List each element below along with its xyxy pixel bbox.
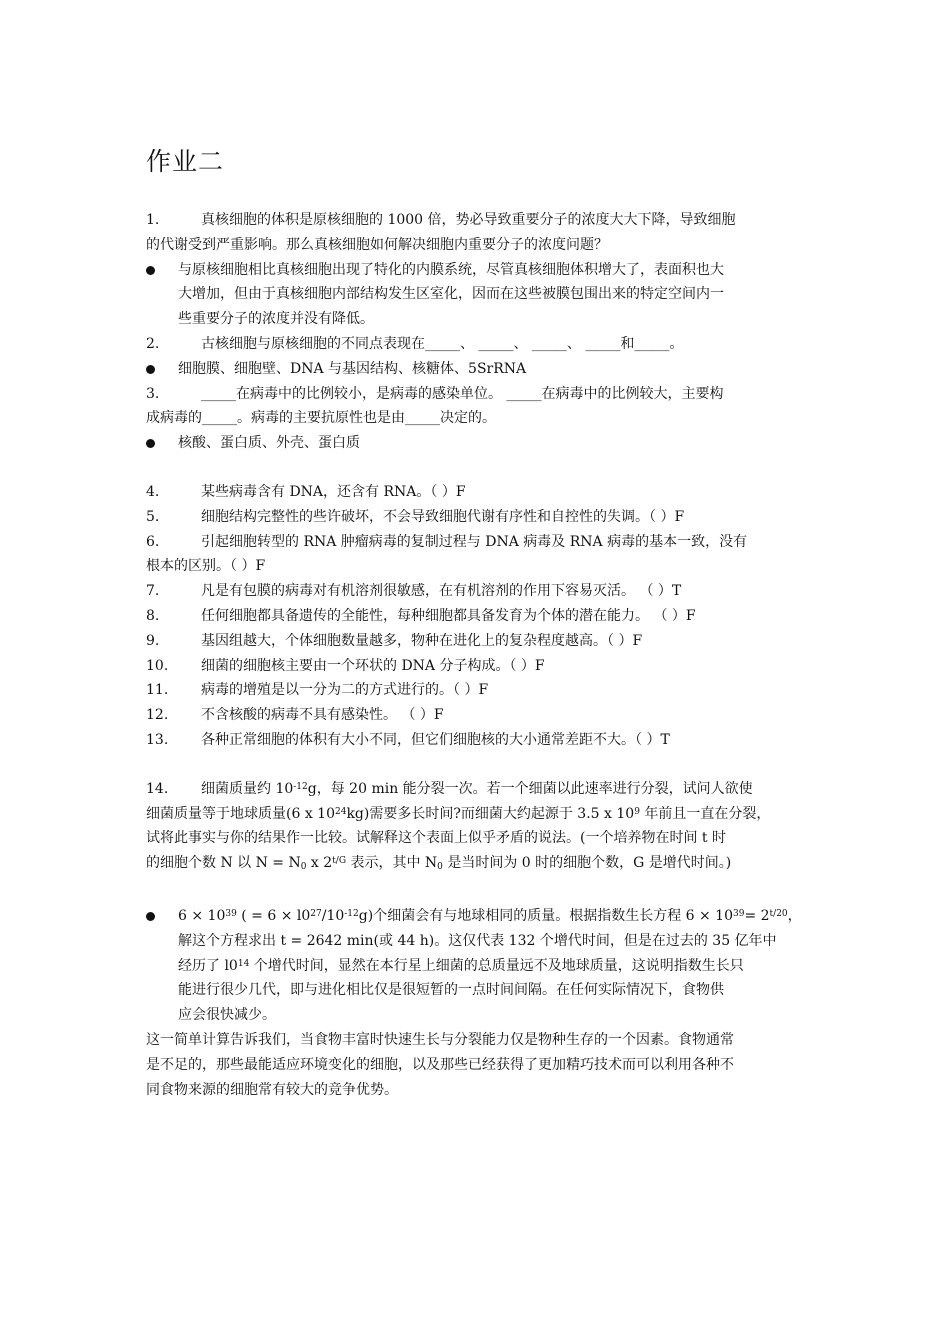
- subscript: 0: [300, 862, 307, 873]
- question-text: 某些病毒含有 DNA，还含有 RNA。（ ）F: [201, 483, 466, 500]
- text-run: g)个细菌会有与地球相同的质量。根据指数生长方程 6 × 10: [358, 907, 733, 924]
- answer-line: [178, 954, 810, 979]
- bullet-icon: [146, 439, 155, 448]
- answer-line: 些重要分子的浓度并没有降低。: [178, 311, 374, 328]
- superscript: t/G: [332, 856, 347, 867]
- superscript: -12: [293, 781, 308, 792]
- question-2: [146, 332, 810, 357]
- tf-item-8: [146, 604, 810, 629]
- bullet-icon: [146, 365, 155, 374]
- question-14: [146, 777, 810, 802]
- answer-line: 解这个方程求出 t = 2642 min(或 44 h)。这仅代表 132 个增代时间，但是在过去的 35 亿年中: [178, 932, 777, 949]
- question-1: [146, 208, 810, 233]
- question-text: 引起细胞转型的 RNA 肿瘤病毒的复制过程与 DNA 病毒及 RNA 病毒的基本一致，没有: [201, 533, 748, 550]
- answer-line: 核酸、蛋白质、外壳、蛋白质: [178, 435, 360, 452]
- question-text: 凡是有包膜的病毒对有机溶剂很敏感，在有机溶剂的作用下容易灭活。 （ ）T: [201, 583, 682, 600]
- tf-item-4: [146, 480, 810, 505]
- question-number: 11.: [146, 682, 169, 699]
- question-text: 不含核酸的病毒不具有感染性。 （ ）F: [201, 707, 444, 724]
- question-text: 古核细胞与原核细胞的不同点表现在_____、 _____、 _____、 _____和_____。: [201, 335, 684, 352]
- tf-item-5: [146, 505, 810, 530]
- text-run: 的细胞个数 N 以 N = N: [146, 855, 301, 872]
- question-number: 9.: [146, 632, 160, 649]
- document-body: [146, 208, 810, 1102]
- question-text: 基因组越大，个体细胞数量越多，物种在进化上的复杂程度越高。（ ）F: [201, 632, 643, 649]
- text-run: 表示，其中 N: [346, 855, 438, 872]
- question-text: 细胞结构完整性的些许破坏，不会导致细胞代谢有序性和自控性的失调。（ ）F: [201, 508, 685, 525]
- question-14-line-3: 试将此事实与你的结果作一比较。试解释这个表面上似乎矛盾的说法。(一个培养物在时间 t 时: [146, 830, 726, 847]
- answer-line: 与原核细胞相比真核细胞出现了特化的内膜系统，尽管真核细胞体积增大了，表面积也大: [178, 261, 724, 278]
- question-number: 7.: [146, 583, 160, 600]
- text-run: ( = 6 × l0: [236, 907, 311, 924]
- question-number: 13.: [146, 731, 169, 748]
- question-text: 各种正常细胞的体积有大小不同，但它们细胞核的大小通常差距不大。（ ）T: [201, 731, 670, 748]
- answer-3: [146, 431, 810, 456]
- question-number: 1.: [146, 212, 160, 228]
- text-run: 6 × 10: [178, 907, 226, 924]
- question-number: 8.: [146, 607, 160, 624]
- bullet-icon: [146, 912, 155, 921]
- question-number: 12.: [146, 707, 169, 724]
- answer-line: 大增加，但由于真核细胞内部结构发生区室化，因而在这些被膜包围出来的特定空间内一: [178, 286, 724, 303]
- question-number: 5.: [146, 508, 160, 525]
- spacer: [146, 876, 810, 904]
- tf-item-6: [146, 530, 810, 555]
- text-run: kg)需要多长时间?而细菌大约起源于 3.5 x 10: [346, 805, 635, 822]
- tf-item-11: [146, 678, 810, 703]
- answer-14: [146, 904, 810, 1028]
- text-run: 年前且一直在分裂，: [639, 805, 771, 822]
- text-run: 经历了 l0: [178, 957, 238, 974]
- text-run: 细菌质量等于地球质量(6 x 10: [146, 805, 335, 822]
- question-number: 3.: [146, 385, 160, 402]
- question-text: 真核细胞的体积是原核细胞的 1000 倍，势必导致重要分子的浓度大大下降，导致细胞: [201, 212, 736, 228]
- text-run: = 2: [744, 907, 770, 924]
- tf-list: [146, 480, 810, 753]
- text-run: /10: [321, 907, 345, 924]
- superscript: 14: [237, 958, 250, 969]
- superscript: t/20: [769, 908, 788, 919]
- tf-item-10: [146, 654, 810, 679]
- question-number: 10.: [146, 657, 169, 674]
- superscript: 24: [334, 806, 347, 817]
- subscript: 0: [437, 862, 443, 873]
- question-number: 4.: [146, 483, 160, 500]
- question-3: [146, 382, 810, 407]
- superscript: 9: [634, 806, 640, 817]
- tf-item-7: [146, 579, 810, 604]
- answer-line: 能进行很少几代，即与进化相比仅是很短暂的一点时间间隔。在任何实际情况下，食物供: [178, 982, 724, 999]
- superscript: -12: [344, 908, 359, 919]
- text-run: g，每 20 min 能分裂一次。若一个细菌以此速率进行分裂，试问人欲使: [307, 780, 753, 797]
- answer-line: 细胞膜、细胞壁、DNA 与基因结构、核糖体、5SrRNA: [178, 360, 527, 377]
- answer-line: [178, 904, 810, 929]
- tf-item-6-cont: 根本的区别。（ ）F: [146, 558, 266, 575]
- text-run: ，: [787, 907, 802, 924]
- tf-item-13: [146, 728, 810, 753]
- spacer: [146, 753, 810, 777]
- question-number: 2.: [146, 335, 160, 352]
- question-14-line-2: [146, 802, 810, 827]
- text-run: 细菌质量约 10: [201, 780, 294, 797]
- answer-2: [146, 357, 810, 382]
- superscript: 39: [733, 908, 745, 919]
- text-run: 个增代时间，显然在本行星上细菌的总质量远不及地球质量，这说明指数生长只: [249, 957, 744, 974]
- conclusion-line-2: 是不足的，那些最能适应环境变化的细胞，以及那些已经获得了更加精巧技术而可以利用各种不: [146, 1056, 734, 1073]
- superscript: 27: [310, 908, 322, 919]
- tf-item-9: [146, 629, 810, 654]
- answer-1: [146, 258, 810, 332]
- question-1-cont: 的代谢受到严重影响。那么真核细胞如何解决细胞内重要分子的浓度问题？: [146, 236, 608, 253]
- question-text: 细菌的细胞核主要由一个环状的 DNA 分子构成。（ ）F: [201, 657, 545, 674]
- question-text: 任何细胞都具备遗传的全能性，每种细胞都具备发育为个体的潜在能力。 （ ）F: [201, 607, 696, 624]
- question-number: 6.: [146, 533, 160, 550]
- question-14-line-4: [146, 851, 810, 876]
- bullet-icon: [146, 266, 155, 275]
- question-3-cont: 成病毒的_____。病毒的主要抗原性也是由_____决定的。: [146, 410, 496, 427]
- question-text: _____在病毒中的比例较小，是病毒的感染单位。 _____在病毒中的比例较大，主要构: [201, 385, 724, 402]
- text-run: x 2: [306, 855, 333, 872]
- text-run: 是当时间为 0 时的细胞个数，G 是增代时间。): [442, 855, 732, 872]
- page-title: 作业二: [146, 147, 225, 176]
- question-number: 14.: [146, 780, 169, 797]
- tf-item-12: [146, 703, 810, 728]
- question-text: 病毒的增殖是以一分为二的方式进行的。（ ）F: [201, 682, 489, 699]
- answer-line: 应会很快减少。: [178, 1007, 276, 1024]
- superscript: 39: [225, 908, 237, 919]
- conclusion-line-3: 同食物来源的细胞常有较大的竞争优势。: [146, 1081, 398, 1098]
- spacer: [146, 456, 810, 480]
- conclusion-line-1: 这一简单计算告诉我们，当食物丰富时快速生长与分裂能力仅是物种生存的一个因素。食物通常: [146, 1031, 734, 1048]
